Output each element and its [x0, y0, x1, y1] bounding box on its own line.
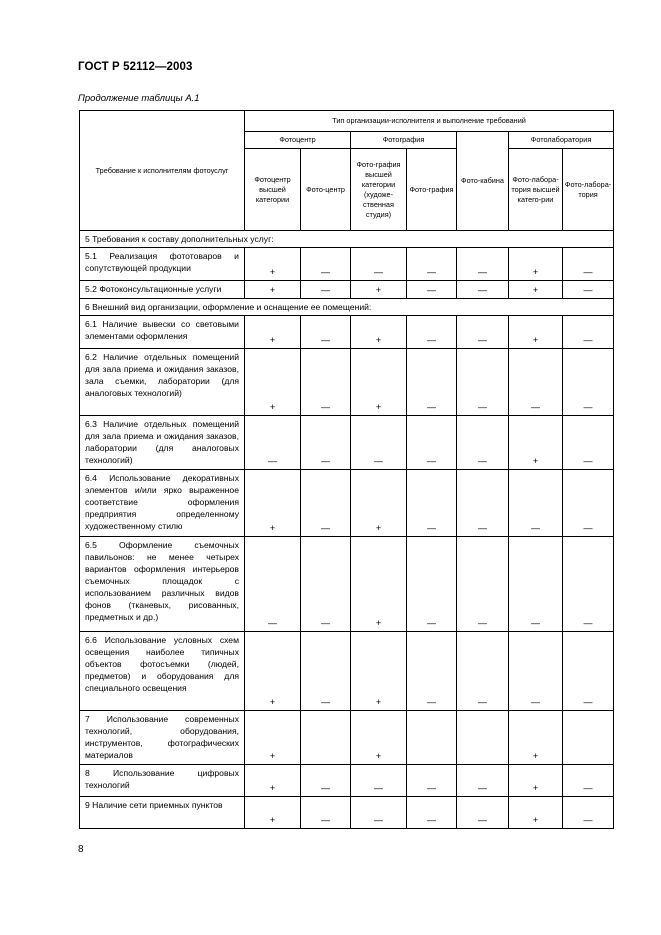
- mark-cell: [509, 416, 563, 470]
- mark-cell: [407, 281, 457, 299]
- table-row: [80, 470, 614, 537]
- section-heading: 5 Требования к составу дополнительных услуг:: [80, 231, 614, 248]
- mark-cell: [563, 765, 614, 797]
- table-row: [80, 632, 614, 711]
- group-photography: Фотография: [351, 132, 457, 149]
- mark-cell: [509, 470, 563, 537]
- plus-mark: +: [375, 697, 382, 707]
- dash-mark: —: [583, 697, 593, 707]
- requirement-header: Требование к исполнителям фотоуслуг: [80, 111, 245, 231]
- plus-mark: +: [269, 751, 276, 761]
- mark-cell: [351, 537, 407, 632]
- mark-cell: [457, 281, 509, 299]
- mark-cell: [351, 248, 407, 281]
- mark-cell: [351, 632, 407, 711]
- dash-mark: —: [583, 285, 593, 295]
- table-row: [80, 316, 614, 349]
- plus-mark: +: [269, 783, 276, 793]
- mark-cell: [563, 797, 614, 829]
- table-row: [80, 248, 614, 281]
- requirement-text: 5.2 Фотоконсультационные услуги: [80, 281, 245, 299]
- mark-cell: [407, 248, 457, 281]
- mark-cell: [563, 537, 614, 632]
- requirement-text: 5.1 Реализация фототоваров и сопутствующей продукции: [80, 248, 245, 281]
- mark-cell: [301, 316, 351, 349]
- dash-mark: —: [374, 267, 383, 277]
- mark-cell: [301, 248, 351, 281]
- requirement-text: 9 Наличие сети приемных пунктов: [80, 797, 245, 829]
- table-row: [80, 711, 614, 765]
- mark-cell: [407, 797, 457, 829]
- mark-cell: [245, 632, 301, 711]
- plus-mark: +: [532, 456, 539, 466]
- section-row: [80, 231, 614, 248]
- requirement-text: 6.4 Использование декоративных элементов и/или ярко выраженное соответствие оформления предприятия определенному художественному стилю: [80, 470, 245, 537]
- dash-mark: —: [321, 335, 330, 345]
- type-header: Тип организации-исполнителя и выполнение требований: [245, 111, 614, 132]
- plus-mark: +: [269, 402, 276, 412]
- mark-cell: [301, 632, 351, 711]
- mark-cell: [407, 711, 457, 765]
- table-row: [80, 797, 614, 829]
- dash-mark: —: [478, 402, 487, 412]
- requirement-text: 7 Использование современных технологий, оборудования, инструментов, фотографических материалов: [80, 711, 245, 765]
- plus-mark: +: [532, 285, 539, 295]
- mark-cell: [301, 281, 351, 299]
- mark-cell: [563, 349, 614, 416]
- dash-mark: —: [478, 783, 487, 793]
- plus-mark: +: [532, 815, 539, 825]
- mark-cell: [245, 316, 301, 349]
- mark-cell: [301, 711, 351, 765]
- mark-cell: [351, 765, 407, 797]
- mark-cell: [245, 248, 301, 281]
- dash-mark: —: [583, 267, 593, 277]
- dash-mark: —: [427, 815, 436, 825]
- dash-mark: —: [321, 618, 330, 628]
- mark-cell: [509, 797, 563, 829]
- table-row: [80, 281, 614, 299]
- column-header: Фото-графия высшей категории (художе-ственная студия): [351, 149, 407, 231]
- mark-cell: [351, 470, 407, 537]
- dash-mark: —: [531, 523, 540, 533]
- plus-mark: +: [532, 783, 539, 793]
- dash-mark: —: [427, 335, 436, 345]
- dash-mark: —: [583, 523, 593, 533]
- dash-mark: —: [427, 456, 436, 466]
- column-header: Фото-центр: [301, 149, 351, 231]
- mark-cell: [457, 316, 509, 349]
- plus-mark: +: [532, 751, 539, 761]
- mark-cell: [407, 349, 457, 416]
- mark-cell: [351, 797, 407, 829]
- dash-mark: —: [478, 456, 487, 466]
- dash-mark: —: [374, 456, 383, 466]
- mark-cell: [301, 765, 351, 797]
- mark-cell: [509, 248, 563, 281]
- table-row: [80, 765, 614, 797]
- mark-cell: [245, 797, 301, 829]
- mark-cell: [301, 349, 351, 416]
- mark-cell: [407, 470, 457, 537]
- plus-mark: +: [269, 285, 276, 295]
- requirement-text: 6.3 Наличие отдельных помещений для зала приема и ожидания заказов, лаборатории (для аналоговых технологий): [80, 416, 245, 470]
- dash-mark: —: [427, 285, 436, 295]
- dash-mark: —: [478, 815, 487, 825]
- dash-mark: —: [478, 267, 487, 277]
- plus-mark: +: [375, 618, 382, 628]
- mark-cell: [509, 316, 563, 349]
- mark-cell: [351, 316, 407, 349]
- mark-cell: [407, 537, 457, 632]
- mark-cell: [509, 632, 563, 711]
- mark-cell: [245, 281, 301, 299]
- table-row: [80, 416, 614, 470]
- dash-mark: —: [583, 815, 593, 825]
- mark-cell: [407, 416, 457, 470]
- table-row: [80, 537, 614, 632]
- dash-mark: —: [374, 815, 383, 825]
- mark-cell: [457, 632, 509, 711]
- dash-mark: —: [427, 523, 436, 533]
- mark-cell: [457, 470, 509, 537]
- mark-cell: [509, 765, 563, 797]
- requirement-text: 8 Использование цифровых технологий: [80, 765, 245, 797]
- dash-mark: —: [583, 335, 593, 345]
- plus-mark: +: [375, 335, 382, 345]
- mark-cell: [457, 248, 509, 281]
- mark-cell: [457, 797, 509, 829]
- mark-cell: [563, 470, 614, 537]
- mark-cell: [563, 316, 614, 349]
- mark-cell: [245, 537, 301, 632]
- dash-mark: —: [427, 618, 436, 628]
- requirement-text: 6.1 Наличие вывески со световыми элементами оформления: [80, 316, 245, 349]
- mark-cell: [301, 797, 351, 829]
- mark-cell: [407, 632, 457, 711]
- plus-mark: +: [532, 335, 539, 345]
- column-header: Фото-кабина: [457, 132, 509, 231]
- mark-cell: [245, 765, 301, 797]
- mark-cell: [457, 711, 509, 765]
- dash-mark: —: [321, 402, 330, 412]
- dash-mark: —: [583, 456, 593, 466]
- dash-mark: —: [478, 697, 487, 707]
- dash-mark: —: [531, 402, 540, 412]
- mark-cell: [457, 537, 509, 632]
- mark-cell: [563, 248, 614, 281]
- mark-cell: [301, 470, 351, 537]
- mark-cell: [457, 349, 509, 416]
- dash-mark: —: [427, 697, 436, 707]
- dash-mark: —: [321, 456, 330, 466]
- mark-cell: [457, 765, 509, 797]
- dash-mark: —: [478, 523, 487, 533]
- section-heading: 6 Внешний вид организации, оформление и оснащение ее помещений:: [80, 299, 614, 316]
- group-photolab: Фотолаборатория: [509, 132, 614, 149]
- dash-mark: —: [531, 618, 540, 628]
- requirement-text: 6.6 Использование условных схем освещения наиболее типичных объектов фотосъемки (людей, предметов) и оборудования для специального освещения: [80, 632, 245, 711]
- mark-cell: [563, 416, 614, 470]
- plus-mark: +: [269, 267, 276, 277]
- dash-mark: —: [427, 402, 436, 412]
- dash-mark: —: [321, 815, 330, 825]
- mark-cell: [407, 765, 457, 797]
- mark-cell: [509, 537, 563, 632]
- dash-mark: —: [268, 456, 277, 466]
- dash-mark: —: [427, 267, 436, 277]
- column-header: Фото-графия: [407, 149, 457, 231]
- column-header: Фото-лабора-тория: [563, 149, 614, 231]
- dash-mark: —: [268, 618, 277, 628]
- mark-cell: [351, 416, 407, 470]
- mark-cell: [457, 416, 509, 470]
- dash-mark: —: [531, 697, 540, 707]
- dash-mark: —: [478, 335, 487, 345]
- plus-mark: +: [269, 697, 276, 707]
- dash-mark: —: [583, 402, 593, 412]
- mark-cell: [351, 349, 407, 416]
- table-caption: Продолжение таблицы А.1: [78, 93, 200, 104]
- mark-cell: [563, 711, 614, 765]
- plus-mark: +: [269, 335, 276, 345]
- mark-cell: [245, 416, 301, 470]
- group-photocenter: Фотоцентр: [245, 132, 351, 149]
- dash-mark: —: [583, 618, 593, 628]
- mark-cell: [245, 711, 301, 765]
- plus-mark: +: [375, 751, 382, 761]
- section-row: [80, 299, 614, 316]
- plus-mark: +: [269, 523, 276, 533]
- mark-cell: [351, 711, 407, 765]
- plus-mark: +: [269, 815, 276, 825]
- dash-mark: —: [478, 285, 487, 295]
- column-header: Фотоцентр высшей категории: [245, 149, 301, 231]
- document-code: ГОСТ Р 52112—2003: [78, 61, 193, 73]
- mark-cell: [245, 349, 301, 416]
- dash-mark: —: [321, 267, 330, 277]
- dash-mark: —: [321, 523, 330, 533]
- plus-mark: +: [375, 523, 382, 533]
- requirements-table: [79, 110, 614, 829]
- mark-cell: [509, 349, 563, 416]
- dash-mark: —: [321, 783, 330, 793]
- requirement-text: 6.5 Оформление съемочных павильонов: не менее четырех вариантов оформления интерьеров съемочных площадок с использованием различных видов фонов (тканевых, рисованных, предметных и др.): [80, 537, 245, 632]
- mark-cell: [509, 281, 563, 299]
- mark-cell: [563, 632, 614, 711]
- dash-mark: —: [427, 783, 436, 793]
- mark-cell: [301, 537, 351, 632]
- plus-mark: +: [375, 285, 382, 295]
- plus-mark: +: [532, 267, 539, 277]
- page-number: 8: [78, 844, 84, 855]
- dash-mark: —: [478, 618, 487, 628]
- mark-cell: [245, 470, 301, 537]
- mark-cell: [351, 281, 407, 299]
- table-row: [80, 349, 614, 416]
- mark-cell: [407, 316, 457, 349]
- plus-mark: +: [375, 402, 382, 412]
- mark-cell: [509, 711, 563, 765]
- mark-cell: [301, 416, 351, 470]
- mark-cell: [563, 281, 614, 299]
- dash-mark: —: [321, 285, 330, 295]
- requirement-text: 6.2 Наличие отдельных помещений для зала приема и ожидания заказов, зала съемки, лаборатории (для аналоговых технологий): [80, 349, 245, 416]
- dash-mark: —: [583, 783, 593, 793]
- dash-mark: —: [374, 783, 383, 793]
- dash-mark: —: [321, 697, 330, 707]
- column-header: Фото-лабора-тория высшей катего-рии: [509, 149, 563, 231]
